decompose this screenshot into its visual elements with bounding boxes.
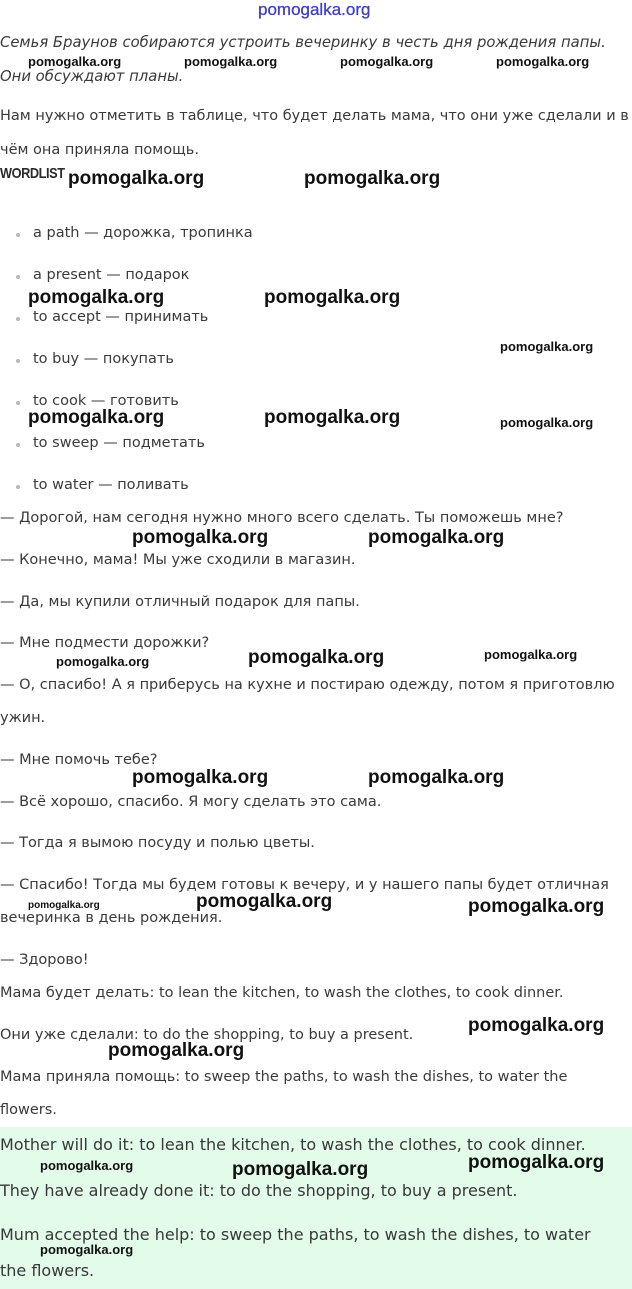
dialogue-line: — О, спасибо! А я приберусь на кухне и постираю одежду, потом я приготовлю [0, 677, 615, 693]
watermark: pomogalka.org [40, 1158, 134, 1173]
wordlist-item: to accept — принимать [33, 309, 209, 325]
summary-mom: Мама будет делать: to lean the kitchen, to wash the clothes, to cook dinner. [0, 985, 564, 1001]
watermark: pomogalka.org [340, 54, 434, 69]
wordlist-item: a present — подарок [33, 267, 190, 283]
dialogue-line: — Спасибо! Тогда мы будем готовы к вечеру, и у нашего папы будет отличная [0, 877, 609, 893]
dialogue-line: — Конечно, мама! Мы уже сходили в магазин. [0, 552, 356, 568]
wordlist-item: to sweep — подметать [33, 435, 205, 451]
summary-help: Мама приняла помощь: to sweep the paths, to wash the dishes, to water the [0, 1069, 568, 1085]
bullet-icon [16, 359, 20, 363]
watermark: pomogalka.org [232, 1159, 369, 1180]
watermark: pomogalka.org [132, 767, 269, 788]
watermark: pomogalka.org [496, 54, 590, 69]
wordlist-item: to buy — покупать [33, 351, 174, 367]
dialogue-line: вечеринка в день рождения. [0, 910, 223, 926]
watermark: pomogalka.org [28, 407, 165, 428]
wordlist-title: WORDLIST [0, 165, 65, 182]
watermark: pomogalka.org [248, 647, 385, 668]
watermark: pomogalka.org [28, 900, 100, 911]
watermark: pomogalka.org [132, 527, 269, 548]
site-header-link[interactable]: pomogalka.org [258, 0, 371, 19]
watermark: pomogalka.org [196, 891, 333, 912]
answer-line: Mum accepted the help: to sweep the paths, to wash the dishes, to water [0, 1225, 591, 1244]
watermark: pomogalka.org [28, 54, 122, 69]
intro-line-1: Семья Браунов собираются устроить вечеринку в честь дня рождения папы. [0, 34, 606, 51]
answer-line: They have already done it: to do the shopping, to buy a present. [0, 1181, 518, 1200]
dialogue-line: — Здорово! [0, 952, 89, 968]
answer-line: Mother will do it: to lean the kitchen, to wash the clothes, to cook dinner. [0, 1135, 586, 1154]
dialogue-line: — Мне подмести дорожки? [0, 635, 210, 651]
watermark: pomogalka.org [28, 287, 165, 308]
watermark: pomogalka.org [184, 54, 278, 69]
wordlist-item: to cook — готовить [33, 393, 179, 409]
wordlist-item: a path — дорожка, тропинка [33, 225, 253, 241]
bullet-icon [16, 275, 20, 279]
watermark: pomogalka.org [500, 339, 594, 354]
watermark: pomogalka.org [40, 1242, 134, 1257]
wordlist-item: to water — поливать [33, 477, 189, 493]
bullet-icon [16, 233, 20, 237]
summary-done: Они уже сделали: to do the shopping, to buy a present. [0, 1027, 414, 1043]
watermark: pomogalka.org [468, 1015, 605, 1036]
watermark: pomogalka.org [368, 767, 505, 788]
dialogue-line: ужин. [0, 710, 46, 726]
task-line-2: чём она приняла помощь. [0, 142, 199, 158]
watermark: pomogalka.org [468, 896, 605, 917]
dialogue-line: — Мне помочь тебе? [0, 752, 158, 768]
watermark: pomogalka.org [264, 287, 401, 308]
dialogue-line: — Да, мы купили отличный подарок для папы. [0, 594, 360, 610]
bullet-icon [16, 443, 20, 447]
watermark: pomogalka.org [264, 407, 401, 428]
bullet-icon [16, 401, 20, 405]
summary-help: flowers. [0, 1102, 57, 1118]
intro-line-2: Они обсуждают планы. [0, 68, 184, 85]
watermark: pomogalka.org [484, 647, 578, 662]
watermark: pomogalka.org [56, 654, 150, 669]
watermark: pomogalka.org [108, 1040, 245, 1061]
dialogue-line: — Дорогой, нам сегодня нужно много всего сделать. Ты поможешь мне? [0, 510, 564, 526]
dialogue-line: — Тогда я вымою посуду и полью цветы. [0, 835, 315, 851]
answer-line: the flowers. [0, 1261, 95, 1280]
task-line-1: Нам нужно отметить в таблице, что будет делать мама, что они уже сделали и в [0, 108, 629, 124]
bullet-icon [16, 317, 20, 321]
watermark: pomogalka.org [468, 1152, 605, 1173]
watermark: pomogalka.org [368, 527, 505, 548]
bullet-icon [16, 485, 20, 489]
watermark: pomogalka.org [500, 415, 594, 430]
dialogue-line: — Всё хорошо, спасибо. Я могу сделать это сама. [0, 794, 382, 810]
watermark: pomogalka.org [68, 168, 205, 189]
watermark: pomogalka.org [304, 168, 441, 189]
